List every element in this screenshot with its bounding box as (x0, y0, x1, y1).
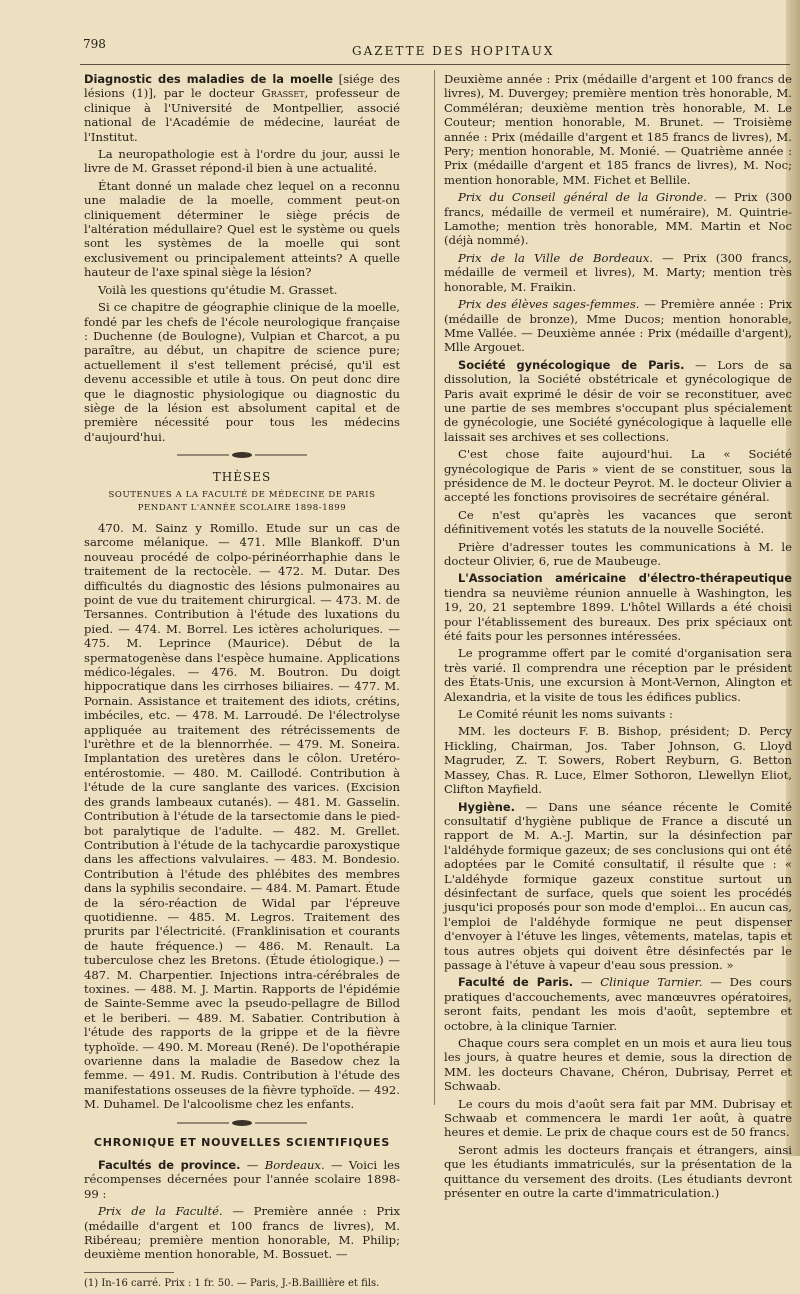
right-column (444, 72, 792, 1203)
header-rule (80, 64, 790, 65)
news-text: — Lors de sa dissolution, la Société obstétricale et gynécologique de Paris avait exprimé le désir de voir se reconstituer, avec une partie de ses membres s'occupant plus spécialement de gynécologie, une Société gynécologique à laquelle elle laissait ses archives et ses collections. (444, 357, 792, 444)
theses-title: THÈSES (212, 470, 272, 485)
article-author: Grasset (261, 86, 305, 101)
news-paragraph: Prière d'adresser toutes les communications à M. le docteur Olivier, 6, rue de Maubeuge. (444, 539, 792, 568)
news-paragraph: Chaque cours sera complet en un mois et aura lieu tous les jours, à quatre heures et demie, sous la direction de MM. les docteurs Chavane, Chéron, Dubrisay, Perret et Schwaab. (444, 1036, 792, 1094)
ornament-divider (177, 450, 307, 460)
prize-lead: Prix des élèves sages-femmes. (458, 297, 640, 312)
news-paragraph (444, 571, 792, 643)
news-place: — Clinique Tarnier. (573, 975, 703, 990)
ornament-divider (177, 1118, 307, 1128)
running-title: GAZETTE DES HOPITAUX (352, 44, 555, 58)
news-text: — Des cours pratiques d'accouchements, avec manœuvres opératoires, seront faits, pendant les mois d'août, septembre et octobre, à la clinique Tarnier. (444, 975, 792, 1033)
news-text: tiendra sa neuvième réunion annuelle à Washington, les 19, 20, 21 septembre 1899. L'hôtel Willards a été choisi pour l'établissement des bureaux. Des prix spéciaux ont été faits pour les personnes intéressées. (444, 585, 792, 644)
news-paragraph: MM. les docteurs F. B. Bishop, président; D. Percy Hickling, Chairman, Jos. Taber Johnson, G. Lloyd Magruder, Z. T. Sowers, Robert Reyburn, G. Betton Massey, Chas. R. Luce, Elmer Sothoron, Llewellyn Eliot, Clifton Mayfield. (444, 724, 792, 797)
news-paragraph: Le Comité réunit les noms suivants : (458, 707, 673, 722)
prize-lead: Prix de la Faculté. (98, 1204, 223, 1219)
page-number: 798 (83, 37, 106, 51)
chronique-paragraph (84, 1204, 400, 1262)
prize-lead: Prix du Conseil général de la Gironde. (458, 190, 707, 205)
news-paragraph: Le programme offert par le comité d'organisation sera très varié. Il comprendra une réception par le président des États-Unis, une excursion à Mont-Vernon, Alington et Alexandria, et la visite de tous les édifices publics. (444, 646, 792, 704)
theses-list: 470. M. Sainz y Romillo. Etude sur un cas de sarcome mélanique. — 471. Mlle Blankoff. D'un nouveau procédé de colpo-périnéorrhaphie dans le traitement de la rectocèle. — 472. M. Dutar. Des difficultés du diagnostic des lésions pulmonaires au point de vue du traitement chirurgical. — 473. M. de Tersannes. Contribution à l'étude des luxations du pied. — 474. M. Borrel. Les ictères acholuriques. — 475. M. Leprince (Maurice). Début de la spermatogenèse dans l'espèce humaine. Applications médico-légales. — 476. M. Boutron. Du doigt hippocratique dans les cirrhoses biliaires. — 477. M. Pornain. Assistance et traitement des idiots, crétins, imbéciles, etc. — 478. M. Larroudé. De l'électrolyse appliquée au traitement des rétrécissements de l'urèthre et de la blennorrhée. — 479. M. Soneira. Implantation des uretères dans le côlon. Uretéro-entérostomie. — 480. M. Caillodé. Contribution à l'étude de la cure sanglante des varices. (Excision des grands lambeaux cutanés). — 481. M. Gasselin. Contribution à l'étude de la tarsectomie dans le pied-bot paralytique de l'adulte. — 482. M. Grellet. Contribution à l'étude de la tachycardie paroxystique dans les affections valvulaires. — 483. M. Bondesio. Contribution à l'étude des phlébites des membres dans la syphilis secondaire. — 484. M. Pamart. Étude de la séro-réaction de Widal par l'épreuve quotidienne. — 485. M. Legros. Traitement des prurits par l'électricité. (Franklinisation et courants de haute fréquence.) — 486. M. Renault. La tuberculose chez les Bretons. (Étude étiologique.) — 487. M. Charpentier. Injections intra-cérébrales de toxines. — 488. M. J. Martin. Rapports de l'épidémie de Sainte-Semme avec la pseudo-pellagre de Billod et le beriberi. — 489. M. Sabatier. Contribution à l'étude des rapports de la grippe et de la fièvre typhoïde. — 490. M. Moreau (René). De l'opothérapie ovarienne dans la maladie de Basedow chez la femme. — 491. M. Rudis. Contribution à l'étude des manifestations osseuses de la fièvre typhoïde. — 492. M. Duhamel. De l'alcoolisme chez les enfants. (84, 520, 400, 1112)
theses-subtitle: SOUTENUES A LA FACULTÉ DE MÉDECINE DE PARIS (108, 489, 376, 500)
prize-text: — Prix (300 francs, médaille de vermeil et livres), M. Marty; mention très honorable, M. Fraikin. (444, 250, 792, 294)
prize-paragraph (444, 251, 792, 294)
article-title: Diagnostic des maladies de la moelle (84, 72, 333, 86)
news-lead: Hygiène. (458, 799, 515, 814)
news-text: — Dans une séance récente le Comité consultatif d'hygiène publique de France a discuté un rapport de M. A.-J. Martin, sur la désinfection par l'aldéhyde formique gazeux; de ses conclusions qui ont été adoptées par le Comité consultatif, il résulte que : « L'aldéhyde formique gazeux constitue surtout un désinfectant de surface, quels que soient les procédés jusqu'ici proposés pour son mode d'emploi... En aucun cas, l'emploi de l'aldéhyde formique ne peut dispenser d'envoyer à l'étuve les linges, vêtements, matelas, tapis et tous autres objets qui doivent être désinfectés par le passage à l'étuve à vapeur d'eau sous pression. » (444, 799, 792, 972)
article-paragraph: Si ce chapitre de géographie clinique de la moelle, fondé par les chefs de l'école neurologique française : Duchenne (de Boulogne), Vulpian et Charcot, a pu paraître, au début, un chapitre de science pure; actuellement il s'est tellement précisé, qu'il est devenu accessible et utile à tous. On peut donc dire que le diagnostic physiologique ou diagnostic du siège de la lésion est absolument capital et de première nécessité pour tous les médecins d'aujourd'hui. (84, 300, 400, 444)
article-title-rest: [siége des lésions (1)], par le docteur (84, 72, 400, 101)
news-paragraph (444, 358, 792, 444)
prize-paragraph (444, 190, 792, 248)
article-paragraph: La neuropathologie est à l'ordre du jour, aussi le livre de M. Grasset répond-il bien à une actualité. (84, 147, 400, 176)
prize-paragraph (444, 297, 792, 355)
article-author-rest: , professeur de clinique à l'Université de Montpellier, associé national de l'Académie de médecine, lauréat de l'Institut. (84, 86, 400, 144)
left-column (84, 72, 400, 1294)
column-divider (434, 70, 435, 1105)
news-lead: L'Association américaine d'électro-thérapeutique (458, 571, 792, 586)
prize-text: — Première année : Prix (médaille d'argent et 100 francs de livres), M. Ribéreau; première mention honorable, M. Philip; deuxième mention honorable, M. Bossuet. — (84, 1204, 400, 1262)
chronique-lead: Facultés de province. (98, 1158, 241, 1173)
news-paragraph (444, 800, 792, 973)
news-paragraph: Le cours du mois d'août sera fait par MM. Dubrisay et Schwaab et commencera le mardi 1er août, à quatre heures et demie. Le prix de chaque cours est de 50 francs. (444, 1096, 792, 1140)
chronique-paragraph (84, 1158, 400, 1201)
footnote-rule (84, 1272, 174, 1273)
news-paragraph: C'est chose faite aujourd'hui. La « Société gynécologique de Paris » vient de se constituer, sous la présidence de M. le docteur Peyrot. M. le docteur Olivier a accepté les fonctions provisoires de secrétaire général. (444, 447, 792, 505)
footnote: (1) In-16 carré. Prix : 1 fr. 50. — Paris, J.-B.Baillière et fils. (84, 1277, 380, 1289)
chronique-place: — Bordeaux. (240, 1158, 325, 1173)
theses-subtitle: PENDANT L'ANNÉE SCOLAIRE 1898-1899 (137, 502, 347, 513)
news-paragraph: Ce n'est qu'après les vacances que seront définitivement votés les statuts de la nouvelle Société. (444, 507, 792, 537)
chronique-text: — Voici les récompenses décernées pour l'année scolaire 1898-99 : (84, 1158, 400, 1201)
prize-text: — Prix (300 francs, médaille de vermeil et numéraire), M. Quintrie-Lamothe; mention très honorable, MM. Martin et Noc (déjà nommé). (444, 190, 792, 248)
article-heading (84, 72, 400, 144)
article-paragraph: Étant donné un malade chez lequel on a reconnu une maladie de la moelle, comment peut-on cliniquement déterminer le siège précis de l'altération médullaire? Quel est le système ou quels sont les systèmes de la moelle qui sont exclusivement ou principalement atteints? A quelle hauteur de l'axe spinal siège la lésion? (84, 178, 400, 280)
article-paragraph: Voilà les questions qu'étudie M. Grasset. (98, 282, 338, 297)
chronique-title: CHRONIQUE ET NOUVELLES SCIENTIFIQUES (93, 1135, 391, 1149)
news-paragraph (444, 975, 792, 1033)
news-paragraph: Seront admis les docteurs français et étrangers, ainsi que les étudiants immatriculés, sur la présentation de la quittance du versement des droits. (Les étudiants devront présenter en outre la carte d'immatriculation.) (444, 1142, 792, 1201)
prize-text: — Première année : Prix (médaille de bronze), Mme Ducos; mention honorable, Mme Vallée. — Deuxième année : Prix (médaille d'argent), Mlle Argouet. (444, 297, 792, 355)
prize-lead: Prix de la Ville de Bordeaux. (458, 250, 653, 265)
prize-paragraph: Deuxième année : Prix (médaille d'argent et 100 francs de livres), M. Duvergey; première mention très honorable, M. Comméléran; deuxième mention très honorable, M. Le Couteur; mention honorable, M. Brunet. — Troisième année : Prix (médaille d'argent et 185 francs de livres), M. Pery; mention honorable, M. Monié. — Quatrième année : Prix (médaille d'argent et 185 francs de livres), M. Noc; mention honorable, MM. Fichet et Bellile. (444, 72, 792, 187)
news-lead: Faculté de Paris. (458, 975, 574, 990)
news-lead: Société gynécologique de Paris. (458, 357, 685, 372)
